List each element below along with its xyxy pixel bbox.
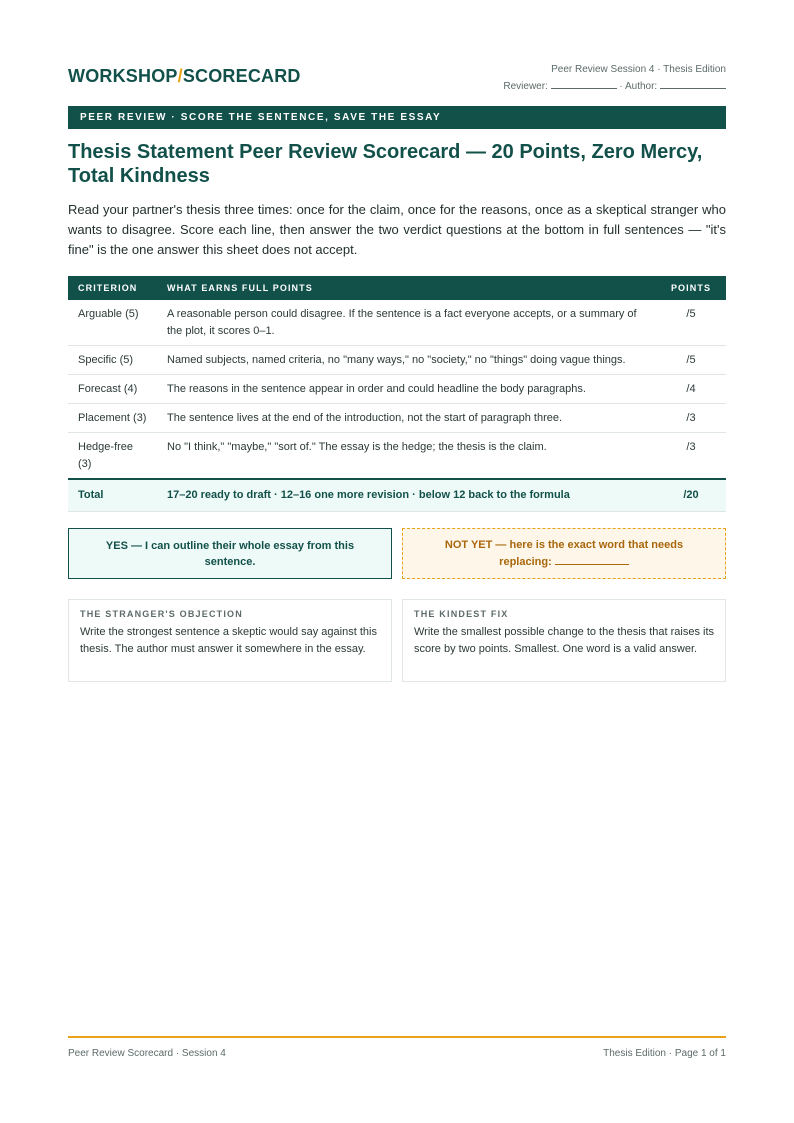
strangers-objection-body: Write the strongest sentence a skeptic would say against this thesis. The author must answer it somewhere in the essay. bbox=[80, 626, 377, 655]
verdict-yes-box[interactable] bbox=[68, 528, 392, 579]
header bbox=[68, 60, 726, 92]
description-cell: A reasonable person could disagree. If the sentence is a fact everyone accepts, or a summary of the plot, it scores 0–1. bbox=[157, 300, 656, 346]
total-label: Total bbox=[68, 479, 157, 512]
logo-slash: / bbox=[177, 66, 183, 86]
footer-divider bbox=[68, 1036, 726, 1038]
header-points: POINTS bbox=[656, 276, 726, 300]
table-row bbox=[68, 375, 726, 404]
points-cell[interactable]: /5 bbox=[656, 346, 726, 375]
verdict-not-yet-line bbox=[433, 537, 695, 570]
verdict-not-yet-text: NOT YET — here is the exact word that needs replacing: bbox=[444, 539, 684, 568]
description-cell: The sentence lives at the end of the introduction, not the start of paragraph three. bbox=[157, 404, 656, 433]
author-label: · Author: bbox=[619, 81, 658, 92]
criterion-cell: Arguable (5) bbox=[68, 300, 157, 346]
table-header-row bbox=[68, 276, 726, 300]
footer-right: Thesis Edition · Page 1 of 1 bbox=[603, 1048, 726, 1059]
reviewer-blank[interactable] bbox=[551, 78, 617, 89]
points-cell[interactable]: /3 bbox=[656, 433, 726, 480]
strangers-objection-box[interactable] bbox=[68, 599, 392, 682]
replacement-word-blank[interactable] bbox=[555, 553, 629, 565]
criterion-cell: Placement (3) bbox=[68, 404, 157, 433]
points-cell[interactable]: /5 bbox=[656, 300, 726, 346]
page-title: Thesis Statement Peer Review Scorecard — 20 Points, Zero Mercy, Total Kindness bbox=[68, 141, 703, 187]
header-description: WHAT EARNS FULL POINTS bbox=[157, 276, 656, 300]
session-line: Peer Review Session 4 · Thesis Edition bbox=[551, 64, 726, 75]
verdict-yes-text: YES — I can outline their whole essay from this sentence. bbox=[105, 539, 355, 568]
scorecard-table bbox=[68, 276, 726, 512]
table-row bbox=[68, 433, 726, 480]
total-row bbox=[68, 479, 726, 512]
footer-left: Peer Review Scorecard · Session 4 bbox=[68, 1048, 226, 1059]
author-blank[interactable] bbox=[660, 78, 726, 89]
logo-part1: WORKSHOP bbox=[68, 66, 178, 86]
table-row bbox=[68, 346, 726, 375]
strangers-objection-heading: THE STRANGER'S OBJECTION bbox=[80, 609, 243, 619]
reviewer-author-line bbox=[503, 78, 726, 95]
header-meta bbox=[503, 62, 726, 95]
banner: PEER REVIEW · SCORE THE SENTENCE, SAVE THE ESSAY bbox=[68, 106, 726, 129]
kindest-fix-heading: THE KINDEST FIX bbox=[414, 609, 509, 619]
criterion-cell: Specific (5) bbox=[68, 346, 157, 375]
criterion-cell: Hedge-free (3) bbox=[68, 433, 157, 480]
description-cell: The reasons in the sentence appear in order and could headline the body paragraphs. bbox=[157, 375, 656, 404]
points-cell[interactable]: /3 bbox=[656, 404, 726, 433]
description-cell: Named subjects, named criteria, no "many ways," no "society," no "things" doing vague things. bbox=[157, 346, 656, 375]
logo-part2: SCORECARD bbox=[182, 66, 301, 86]
header-criterion: CRITERION bbox=[68, 276, 157, 300]
intro-paragraph: Read your partner's thesis three times: once for the claim, once for the reasons, once as a skeptical stranger who wants to disagree. Score each line, then answer the two verdict questions at the bottom in full sentences — "it's fine" is the one answer this sheet does not accept. bbox=[68, 202, 726, 257]
logo bbox=[68, 66, 301, 87]
verdict-not-yet-box[interactable] bbox=[402, 528, 726, 579]
total-points[interactable]: /20 bbox=[656, 479, 726, 512]
kindest-fix-box[interactable] bbox=[402, 599, 726, 682]
reviewer-label: Reviewer: bbox=[503, 81, 548, 92]
kindest-fix-body: Write the smallest possible change to the thesis that raises its score by two points. Smallest. One word is a valid answer. bbox=[414, 626, 714, 655]
description-cell: No "I think," "maybe," "sort of." The essay is the hedge; the thesis is the claim. bbox=[157, 433, 656, 480]
points-cell[interactable]: /4 bbox=[656, 375, 726, 404]
total-description: 17–20 ready to draft · 12–16 one more revision · below 12 back to the formula bbox=[157, 479, 656, 512]
criterion-cell: Forecast (4) bbox=[68, 375, 157, 404]
table-row bbox=[68, 300, 726, 346]
table-row bbox=[68, 404, 726, 433]
